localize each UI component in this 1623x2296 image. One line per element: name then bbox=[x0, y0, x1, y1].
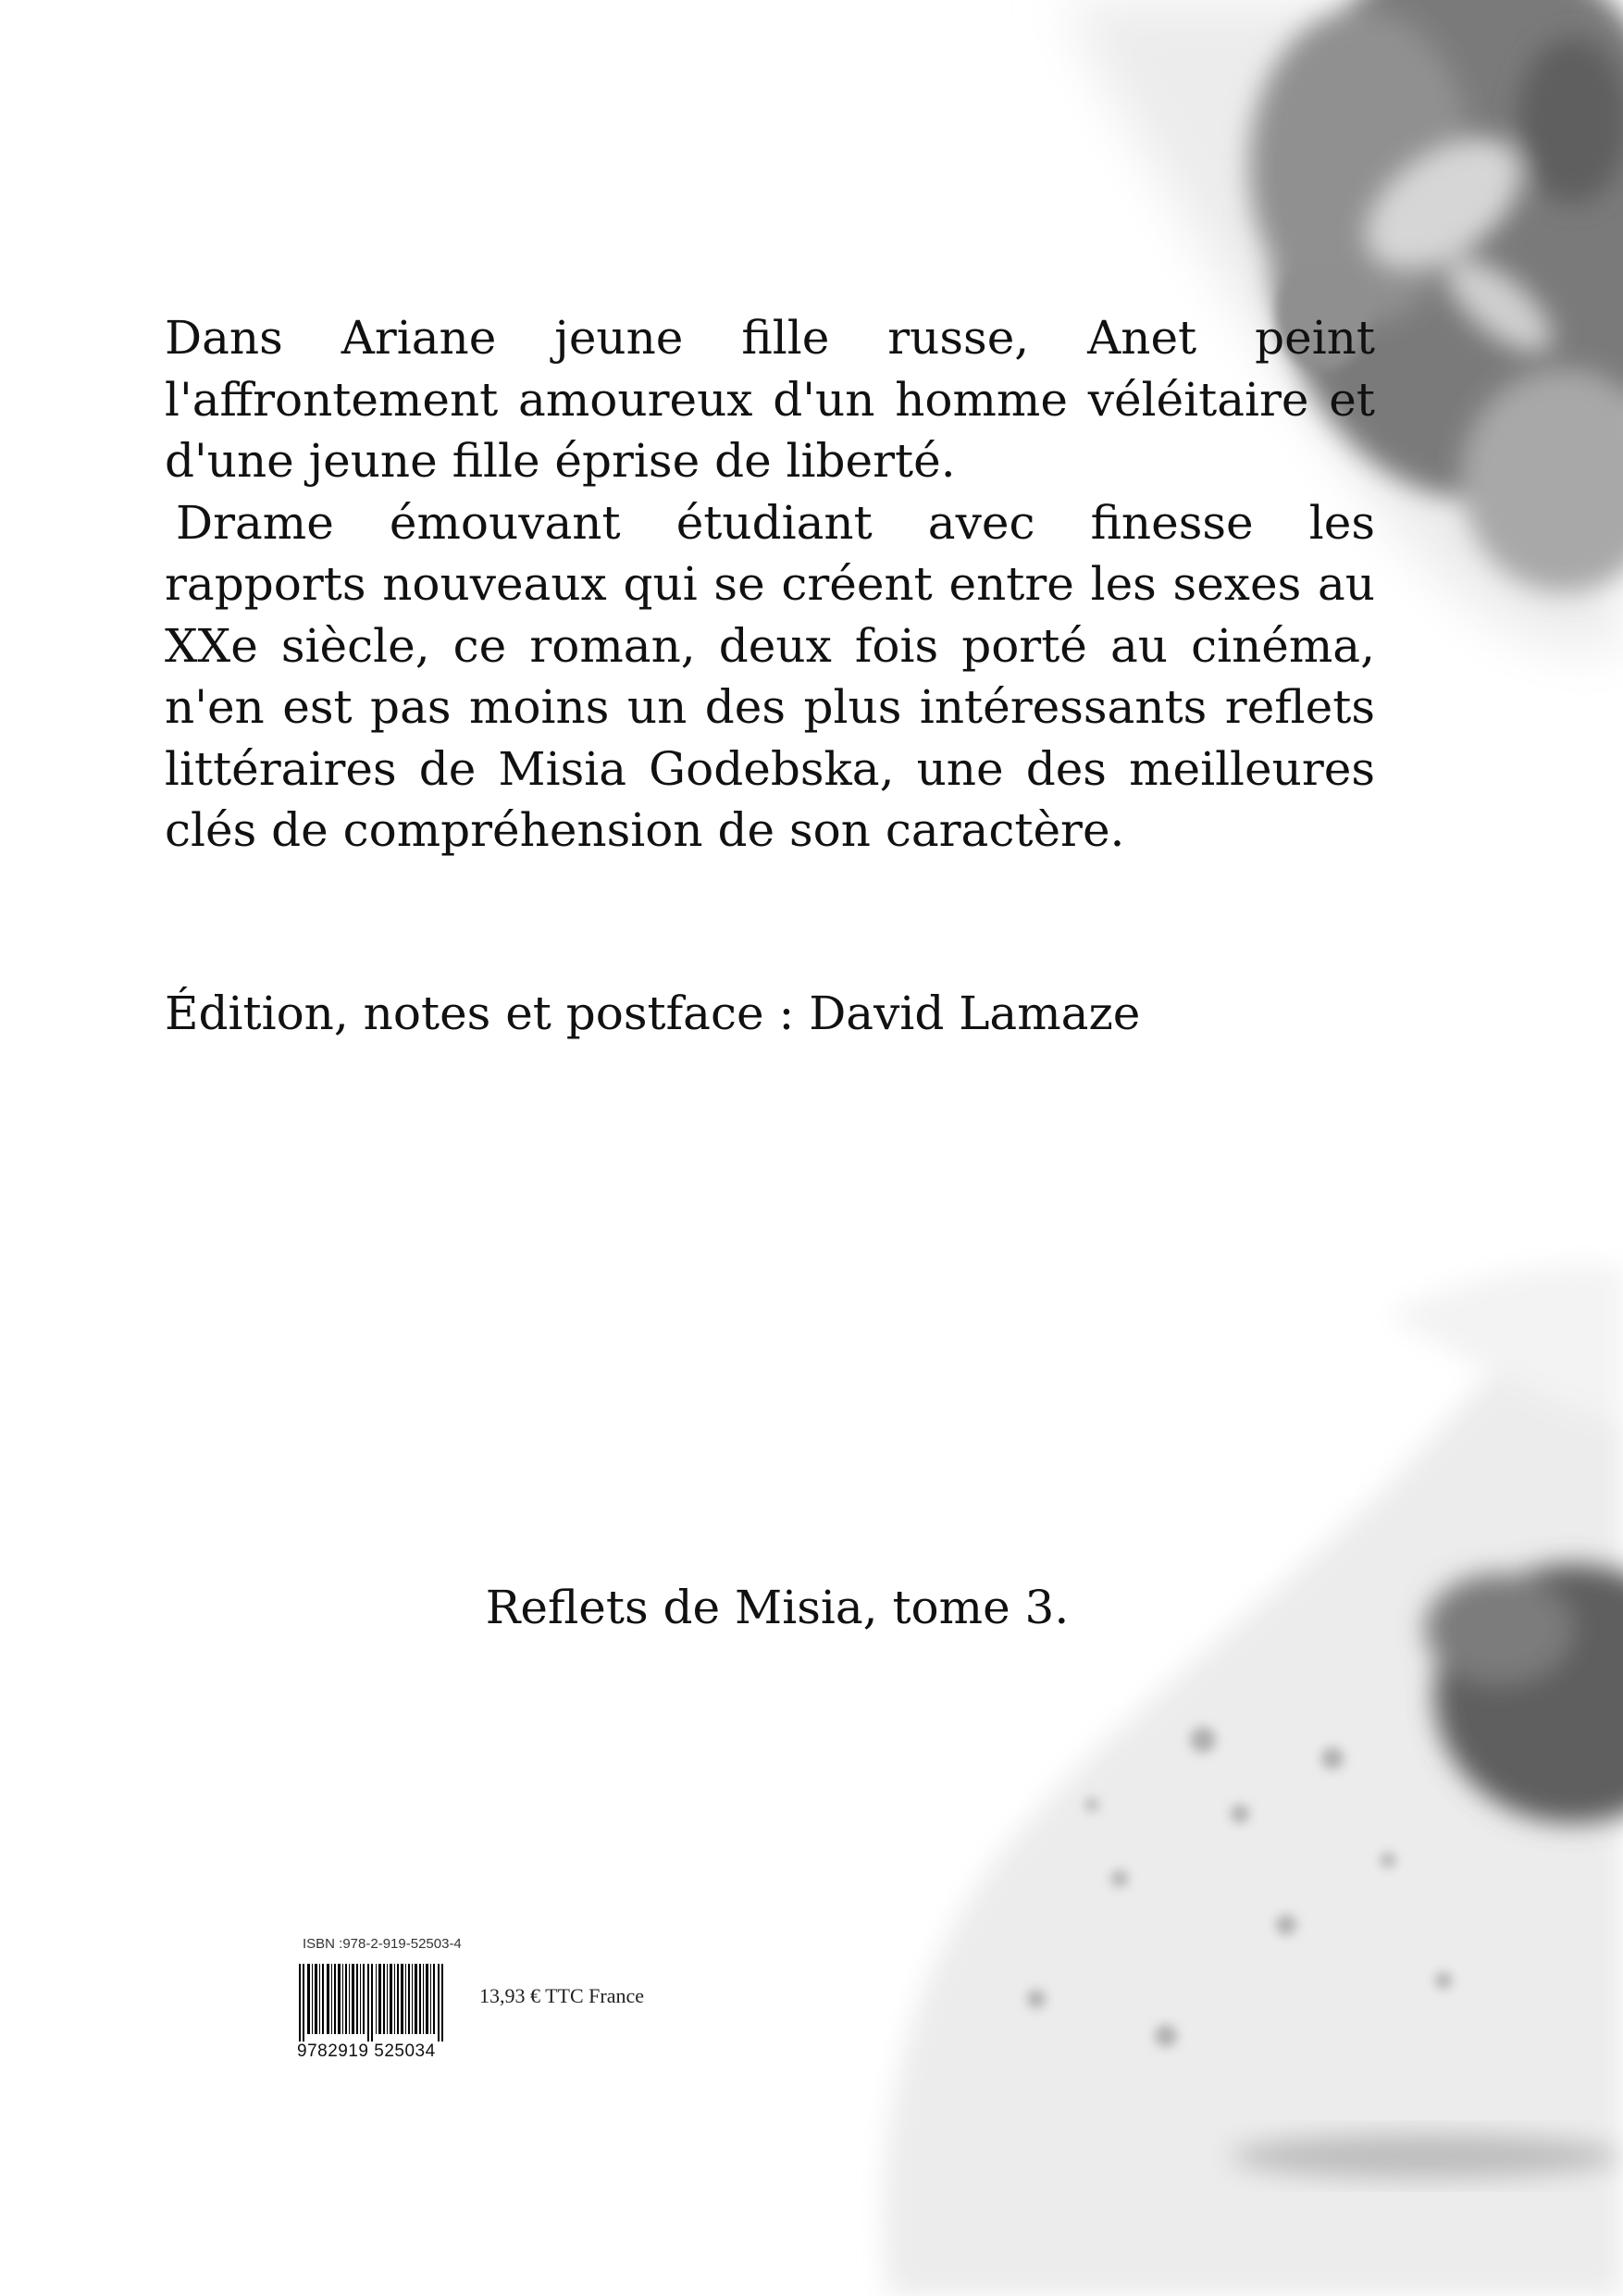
barcode-icon bbox=[296, 1964, 449, 2042]
blurb-paragraph-1: Dans Ariane jeune fille russe, Anet peint l'affrontement amoureux d'un homme véléitaire et d'une jeune fille éprise de liberté. bbox=[165, 311, 1375, 488]
blurb-paragraph-2: Drame émouvant étudiant avec finesse les rapports nouveaux qui se créent entre les sexes au XXe siècle, ce roman, deux fois porté au cinéma, n'en est pas moins un des plus intéressants reflets littéraires de Misia Godebska, une des meilleures clés de compréhension de son caractère. bbox=[165, 495, 1375, 857]
barcode-digits: 9782919 525034 bbox=[297, 2042, 436, 2061]
price-label: 13,93 € TTC France bbox=[479, 1984, 645, 2007]
barcode-block bbox=[296, 1936, 685, 2075]
series-title: Reflets de Misia, tome 3. bbox=[485, 1581, 1070, 1634]
edition-credits: Édition, notes et postface : David Lamaze bbox=[165, 987, 1141, 1040]
book-blurb bbox=[165, 307, 1375, 862]
isbn-label: ISBN :978-2-919-52503-4 bbox=[303, 1936, 462, 1952]
